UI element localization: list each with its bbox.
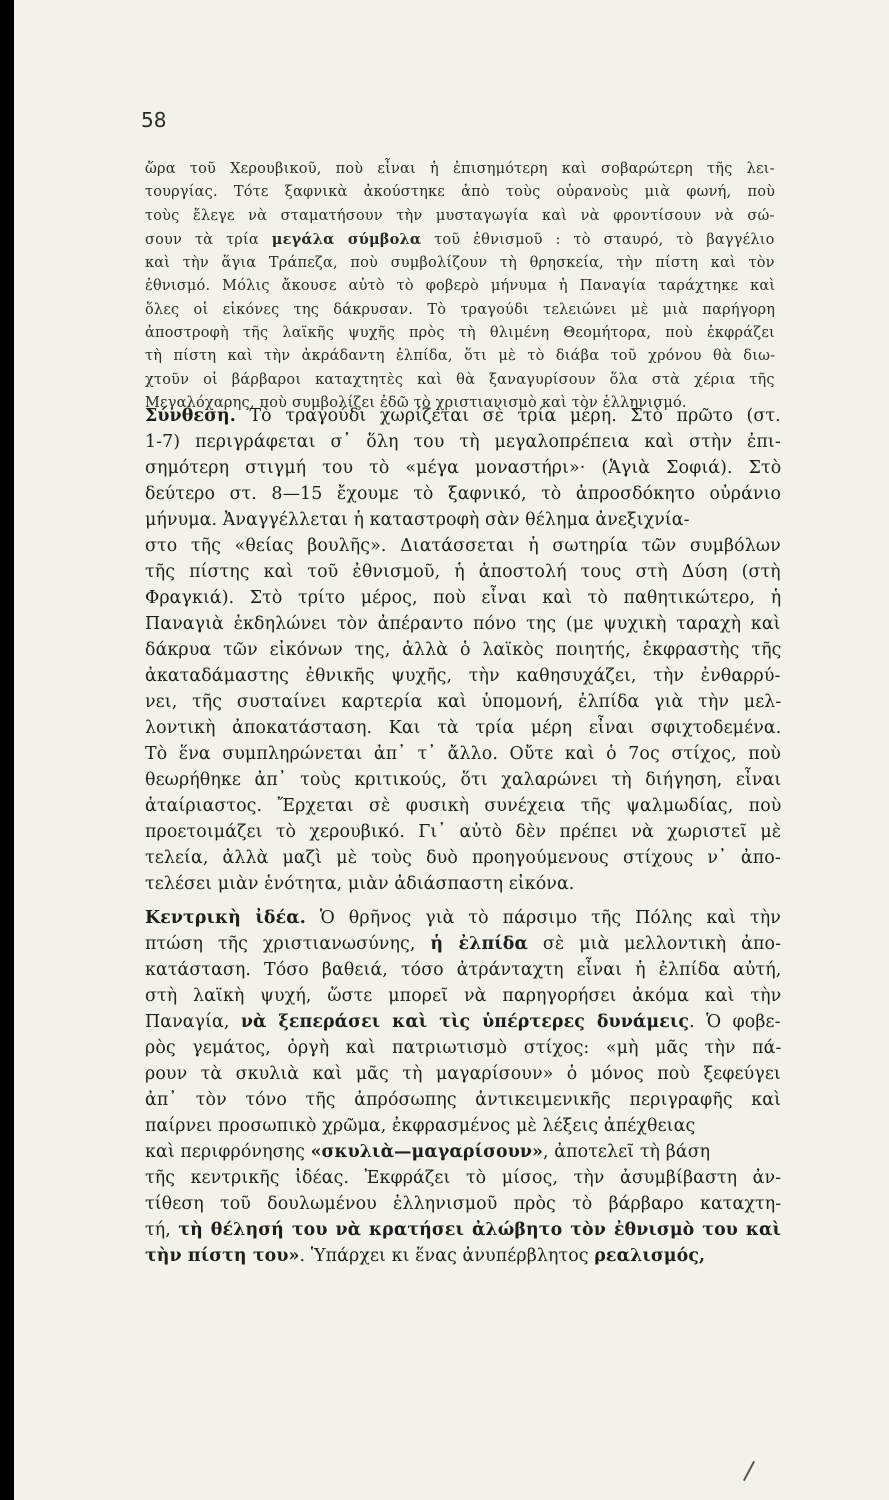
text-line: ρουν τὰ σκυλιὰ καὶ μᾶς τὴ μαγαρίσουν» ὁ μόνος ποὺ ξεφεύγει	[145, 1064, 781, 1084]
text-segment: τή,	[145, 1220, 179, 1240]
text-line	[145, 905, 781, 931]
text-line: τελέσει μιὰν ἑνότητα, μιὰν ἀδιάσπαστη εἰκόνα.	[145, 874, 575, 894]
text-line: χτοῦν οἱ βάρβαροι καταχτητὲς καὶ θὰ ξαναγυρίσουν ὅλα στὰ χέρια τῆς	[145, 371, 775, 388]
text-line	[145, 931, 781, 957]
text-segment: Τὸ τραγούδι χωρίζεται σὲ τρία μέρη. Στὸ πρῶτο (στ.	[235, 406, 781, 426]
emphasis-text: «σκυλιὰ—μαγαρίσουν»	[310, 1142, 544, 1162]
text-segment: τοῦ ἐθνισμοῦ : τὸ σταυρό, τὸ βαγγέλιο	[421, 231, 775, 248]
text-line: νει, τῆς συσταίνει καρτερία καὶ ὑπομονή, ἐλπίδα γιὰ τὴν μελ-	[145, 692, 782, 712]
text-line: δάκρυα τῶν εἰκόνων της, ἀλλὰ ὁ λαϊκὸς ποιητής, ἐκφραστὴς τῆς	[145, 640, 782, 660]
narrative-summary-paragraph	[145, 158, 775, 415]
text-line: τίθεση τοῦ δουλωμένου ἑλληνισμοῦ πρὸς τὸ βάρβαρο καταχτη-	[145, 1194, 782, 1214]
central-idea-paragraph	[145, 905, 781, 1269]
emphasis-text: τὴ θέλησή του νὰ κρατήσει ἀλώβητο τὸν ἐθνισμὸ του καὶ	[178, 1220, 782, 1240]
text-line: τελεία, ἀλλὰ μαζὶ μὲ τοὺς δυὸ προηγούμενους στίχους ν᾽ ἀπο-	[145, 848, 781, 868]
text-line: στὴ λαϊκὴ ψυχή, ὥστε μπορεῖ νὰ παρηγορήσει ἀκόμα καὶ τὴν	[145, 986, 782, 1006]
text-line	[145, 1243, 781, 1269]
text-line: προετοιμάζει τὸ χερουβικό. Γι᾽ αὐτὸ δὲν πρέπει νὰ χωριστεῖ μὲ	[145, 822, 782, 842]
text-line: παίρνει προσωπικὸ χρῶμα, ἐκφρασμένος μὲ λέξεις ἀπέχθειας	[145, 1116, 696, 1136]
text-line: ὥρα τοῦ Χερουβικοῦ, ποὺ εἶναι ἡ ἐπισημότερη καὶ σοβαρώτερη τῆς λει-	[145, 161, 775, 177]
text-line: δεύτερο στ. 8—15 ἔχουμε τὸ ξαφνικό, τὸ ἀπροσδόκητο οὐράνιο	[145, 484, 782, 504]
text-line: τοὺς ἔλεγε νὰ σταματήσουν τὴν μυσταγωγία καὶ νὰ φροντίσουν νὰ σώ-	[145, 207, 775, 224]
text-line: τῆς πίστης καὶ τοῦ ἐθνισμοῦ, ἡ ἀποστολή τους στὴ Δύση (στὴ	[145, 562, 781, 582]
text-line: 1-7) περιγράφεται σ᾽ ὅλη του τὴ μεγαλοπρέπεια καὶ στὴν ἐπι-	[145, 432, 781, 452]
text-segment: . Ὁ φοβε-	[689, 1012, 781, 1032]
text-line: κατάσταση. Τόσο βαθειά, τόσο ἀτράνταχτη εἶναι ἡ ἐλπίδα αὐτή,	[145, 960, 782, 980]
text-line: Φραγκιά). Στὸ τρίτο μέρος, ποὺ εἶναι καὶ τὸ παθητικώτερο, ἡ	[145, 588, 782, 608]
text-segment: καὶ περιφρόνησης	[145, 1142, 311, 1162]
text-line: θεωρήθηκε ἀπ᾽ τοὺς κριτικούς, ὅτι χαλαρώνει τὴ διήγηση, εἶναι	[145, 770, 782, 790]
text-line	[145, 1217, 781, 1243]
emphasis-text: νὰ ξεπεράσει καὶ τὶς ὑπέρτερες δυνάμεις	[240, 1012, 690, 1032]
emphasis-text: Κεντρικὴ ἰδέα.	[145, 908, 306, 928]
text-line	[145, 1139, 781, 1165]
text-line: τῆς κεντρικῆς ἰδέας. Ἐκφράζει τὸ μίσος, τὴν ἀσυμβίβαστη ἀν-	[145, 1168, 782, 1188]
text-line	[145, 228, 775, 252]
text-segment: σὲ μιὰ μελλοντικὴ ἀπο-	[527, 934, 782, 954]
text-line	[145, 1009, 781, 1035]
text-line: σημότερη στιγμή του τὸ «μέγα μοναστήρι»· (Ἁγιὰ Σοφιά). Στὸ	[145, 458, 782, 478]
text-line: ὅλες οἱ εἰκόνες της δάκρυσαν. Τὸ τραγούδι τελειώνει μὲ μιὰ παρήγορη	[145, 301, 776, 318]
emphasis-text: ἡ ἐλπίδα	[430, 934, 528, 954]
text-segment: Παναγία,	[145, 1012, 241, 1032]
text-segment: πτώση τῆς χριστιανωσύνης,	[145, 934, 431, 954]
text-line: ἀταίριαστος. Ἔρχεται σὲ φυσικὴ συνέχεια τῆς ψαλμωδίας, ποὺ	[145, 796, 782, 816]
text-segment: , ἀποτελεῖ τὴ βάση	[543, 1142, 711, 1162]
text-line: ἀκαταδάμαστης ἐθνικῆς ψυχῆς, τὴν καθησυχάζει, τὴν ἐνθαρρύ-	[145, 666, 781, 686]
text-line: Παναγιὰ ἐκδηλώνει τὸν ἀπέραντο πόνο της (με ψυχικὴ ταραχὴ καὶ	[145, 614, 781, 634]
text-segment: Ὁ θρῆνος γιὰ τὸ πάρσιμο τῆς Πόλης καὶ τὴν	[305, 908, 781, 928]
emphasis-text: ρεαλισμός,	[594, 1246, 706, 1266]
text-line: μήνυμα. Ἀναγγέλλεται ἡ καταστροφὴ σὰν θέλημα ἀνεξιχνία-	[145, 510, 690, 530]
text-line: τὴ πίστη καὶ τὴν ἀκράδαντη ἐλπίδα, ὅτι μὲ τὸ διάβα τοῦ χρόνου θὰ διω-	[145, 348, 776, 365]
text-line: ἀπ᾽ τὸν τόνο τῆς ἀπρόσωπης ἀντικειμενικῆς περιγραφῆς καὶ	[145, 1090, 782, 1110]
synthesis-paragraph	[145, 403, 781, 897]
page-number: 58	[141, 108, 167, 132]
text-line: τουργίας. Τότε ξαφνικὰ ἀκούστηκε ἀπὸ τοὺς οὐρανοὺς μιὰ φωνή, ποὺ	[145, 184, 776, 201]
emphasis-text: τὴν πίστη του»	[145, 1246, 300, 1266]
text-line: λοντικὴ ἀποκατάσταση. Και τὰ τρία μέρη εἶναι σφιχτοδεμένα.	[145, 718, 782, 738]
book-page	[14, 0, 889, 1500]
text-line: ρὸς γεμάτος, ὀργὴ καὶ πατριωτισμὸ στίχος: «μὴ μᾶς τὴν πά-	[145, 1038, 782, 1058]
text-line	[145, 403, 781, 429]
text-line: ἀποστροφὴ τῆς λαϊκῆς ψυχῆς πρὸς τὴ θλιμένη Θεομήτορα, ποὺ ἐκφράζει	[145, 325, 775, 342]
text-line: στο τῆς «θείας βουλῆς». Διατάσσεται ἡ σωτηρία τῶν συμβόλων	[145, 536, 781, 556]
analysis-section	[145, 403, 781, 1269]
emphasis-text: Σύνθεση.	[145, 406, 236, 426]
text-line: Τὸ ἕνα συμπληρώνεται ἀπ᾽ τ᾽ ἄλλο. Οὔτε καὶ ὁ 7ος στίχος, ποὺ	[145, 744, 781, 764]
emphasis-text: μεγάλα σύμβολα	[271, 230, 422, 248]
pencil-mark	[743, 1461, 755, 1481]
text-segment: . Ὑπάρχει κι ἕνας ἀνυπέρβλητος	[299, 1246, 595, 1266]
text-line: Μεγαλόχαρης, ποὺ συμβολίζει ἐδῶ τὸ χριστιανισμὸ καὶ τὸν ἑλληνισμό.	[145, 394, 687, 411]
text-line: καὶ τὴν ἅγια Τράπεζα, ποὺ συμβολίζουν τὴ θρησκεία, τὴν πίστη καὶ τὸν	[145, 255, 775, 272]
text-segment: σουν τὰ τρία	[145, 231, 272, 248]
text-line: ἐθνισμό. Μόλις ἄκουσε αὐτὸ τὸ φοβερὸ μήνυμα ἡ Παναγία ταράχτηκε καὶ	[145, 278, 776, 295]
